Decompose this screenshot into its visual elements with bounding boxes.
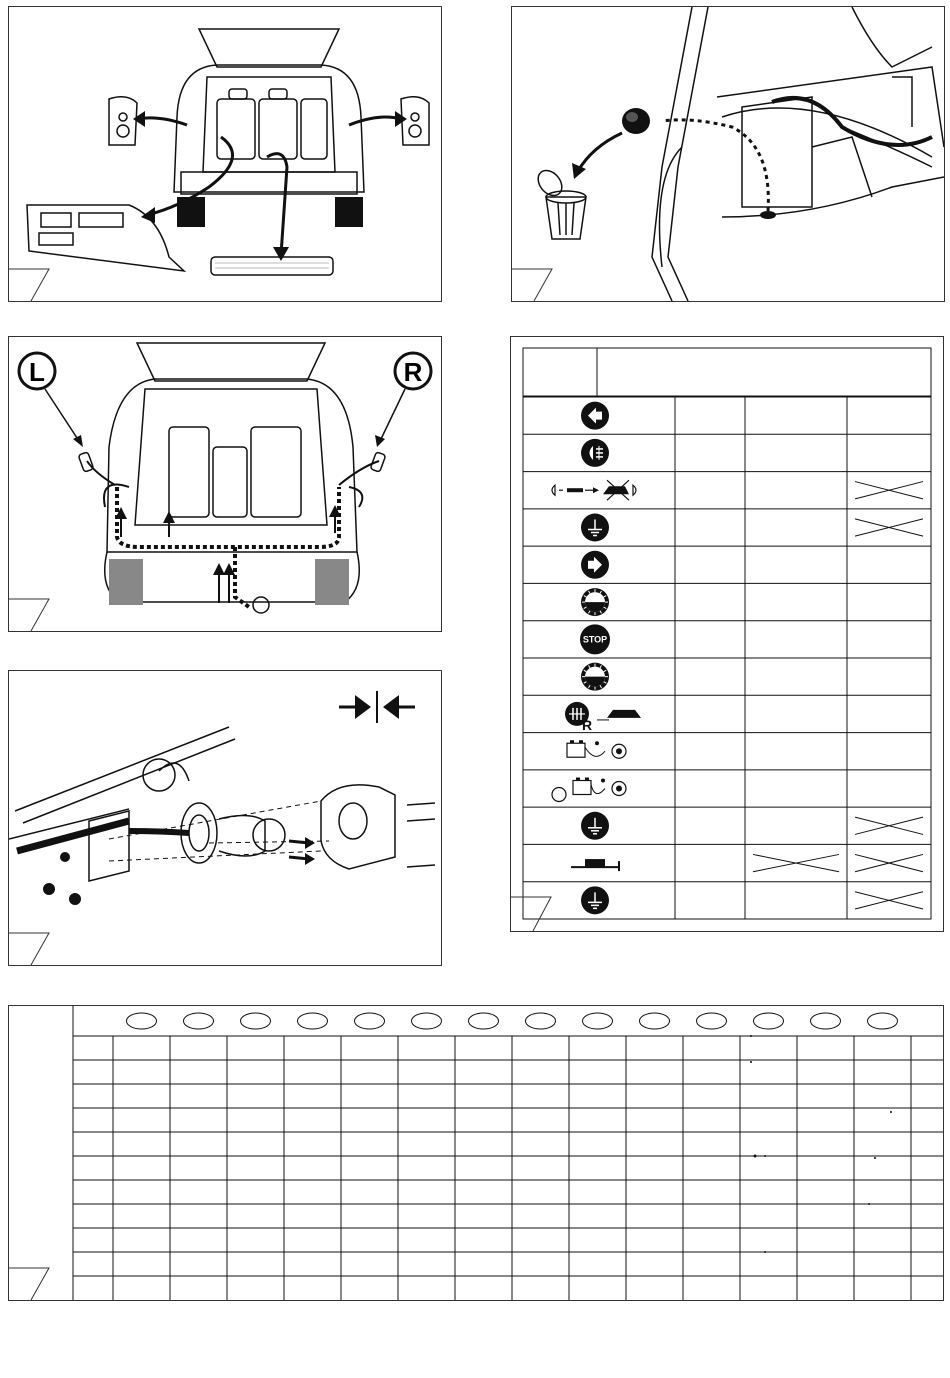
tow-ball <box>143 759 175 791</box>
table-rows <box>523 434 931 881</box>
pin-ovals <box>127 1013 898 1029</box>
fold-corner <box>9 1268 49 1300</box>
pin-oval <box>811 1013 841 1029</box>
pin-oval <box>526 1013 556 1029</box>
reverse-label: R <box>581 716 593 733</box>
left-wheel <box>109 559 143 605</box>
battery-charge-icon <box>567 740 626 758</box>
trash-bin-icon <box>533 166 586 239</box>
panel-connection-grid <box>8 1005 944 1301</box>
ground-icon <box>581 812 609 840</box>
crossed-cell <box>753 854 839 871</box>
panel-harness-routing <box>8 336 442 632</box>
crossed-cell <box>855 892 923 909</box>
right-wheel <box>315 559 349 605</box>
right-side-label: R <box>403 357 423 387</box>
socket-mounting-illustration <box>9 671 441 965</box>
pin-oval <box>241 1013 271 1029</box>
socket-pins <box>253 819 285 851</box>
ignition-battery-icon <box>552 778 626 802</box>
crossed-cell <box>855 817 923 834</box>
harness-routing-illustration <box>9 337 441 631</box>
tail-lamp-icon <box>581 663 609 691</box>
side-trim-panel <box>27 205 184 271</box>
stop-label: STOP <box>582 634 608 645</box>
crossed-cell <box>855 519 923 536</box>
pin-oval <box>583 1013 613 1029</box>
panel-grommet-removal <box>511 6 945 302</box>
ground-icon <box>581 886 609 914</box>
fold-corner <box>9 269 49 301</box>
fold-corner <box>9 599 49 631</box>
right-indicator-icon <box>581 551 609 579</box>
pin-oval <box>127 1013 157 1029</box>
wiring-table <box>511 337 943 931</box>
grommet-icon <box>622 108 650 134</box>
tail-lamp-icon <box>581 588 609 616</box>
trailer-detect-icon <box>571 859 619 871</box>
left-tail-lamp <box>109 97 137 145</box>
pin-oval <box>754 1013 784 1029</box>
ground-icon <box>581 514 609 542</box>
fog-lamp-icon <box>581 439 609 467</box>
panel-socket-mounting <box>8 670 442 966</box>
pin-oval <box>184 1013 214 1029</box>
left-indicator-icon <box>581 402 609 430</box>
panel-wiring-table <box>510 336 944 932</box>
sill-plate <box>211 257 333 275</box>
right-wheel <box>335 197 363 227</box>
pin-oval <box>355 1013 385 1029</box>
crossed-cell <box>855 482 923 499</box>
nut-icon <box>69 893 81 905</box>
pin-oval <box>697 1013 727 1029</box>
right-tail-lamp <box>401 97 429 145</box>
tighten-symbol <box>339 691 415 723</box>
fold-corner <box>512 269 552 301</box>
pin-oval <box>298 1013 328 1029</box>
trim-removal-illustration <box>9 7 441 301</box>
pin-oval <box>469 1013 499 1029</box>
pin-oval <box>640 1013 670 1029</box>
fold-corner <box>9 933 49 965</box>
nut-icon <box>60 852 70 862</box>
left-side-label: L <box>29 357 45 387</box>
trailer-socket-icon <box>253 597 269 613</box>
nut-icon <box>43 883 55 895</box>
fog-cutoff-icon <box>552 480 636 500</box>
body-hole <box>760 211 776 219</box>
pin-oval <box>412 1013 442 1029</box>
fold-corner <box>511 897 551 931</box>
grommet-removal-illustration <box>512 7 944 301</box>
crossed-cell <box>855 854 923 871</box>
connection-grid <box>9 1006 943 1300</box>
panel-trim-removal <box>8 6 442 302</box>
pin-oval <box>868 1013 898 1029</box>
grid-lines <box>73 1006 943 1300</box>
reverse-lamp-icon <box>565 702 641 726</box>
